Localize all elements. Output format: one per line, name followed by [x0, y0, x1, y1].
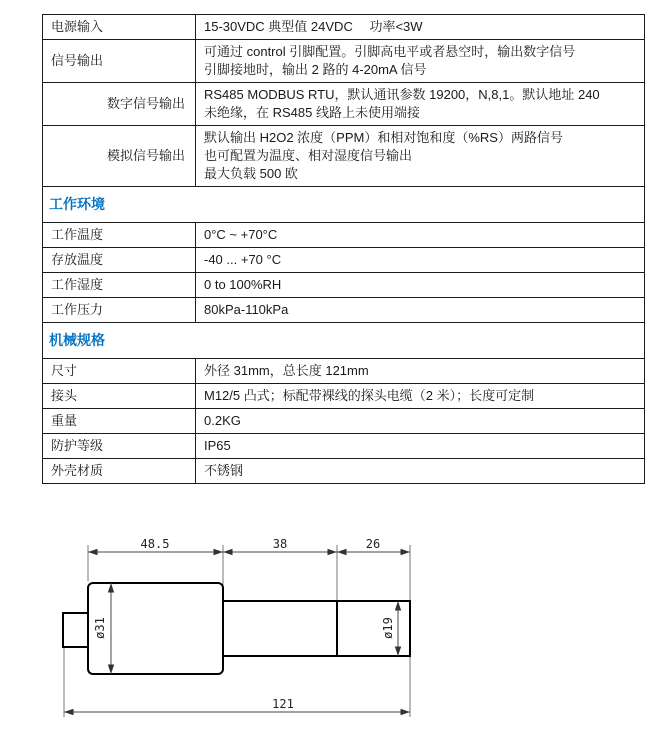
value-line: -40 ... +70 °C	[204, 252, 282, 267]
value-line: 引脚接地时，输出 2 路的 4-20mA 信号	[204, 62, 427, 77]
row-value-operating-humidity	[196, 273, 644, 297]
value-line: M12/5 凸式；标配带裸线的探头电缆（2 米）；长度可定制	[204, 388, 535, 403]
row-label-storage-temperature: 存放温度	[43, 248, 196, 272]
row-value-operating-pressure	[196, 298, 644, 322]
dimension-label-tip-diameter: ø19	[381, 617, 395, 639]
row-label-weight: 重量	[43, 409, 196, 433]
row-value-digital-signal-output	[196, 83, 644, 125]
value-line: IP65	[204, 438, 231, 453]
row-label-signal-output: 信号输出	[43, 40, 196, 82]
value-line: 最大负载 500 欧	[204, 166, 298, 181]
value-line: 也可配置为温度、相对湿度信号输出	[204, 148, 413, 163]
table-row	[43, 459, 644, 483]
row-value-signal-output	[196, 40, 644, 82]
value-line: RS485 MODBUS RTU，默认通讯参数 19200，N,8,1。默认地址 240	[204, 87, 600, 102]
row-label-dimensions: 尺寸	[43, 359, 196, 383]
row-value-connector	[196, 384, 644, 408]
dimension-label-tip-length: 26	[365, 537, 381, 551]
row-label-analog-signal-output: 模拟信号输出	[43, 126, 196, 186]
table-row	[43, 409, 644, 434]
row-label-operating-pressure: 工作压力	[43, 298, 196, 322]
value-line: 0 to 100%RH	[204, 277, 282, 292]
probe-outline	[63, 583, 410, 674]
table-row	[43, 15, 644, 40]
value-line: 未绝缘，在 RS485 线路上未使用端接	[204, 105, 420, 120]
dimension-label-body-length: 48.5	[140, 537, 170, 551]
row-label-connector: 接头	[43, 384, 196, 408]
value-line: 15-30VDC 典型值 24VDC 功率<3W	[204, 19, 423, 34]
table-row	[43, 40, 644, 83]
row-value-weight	[196, 409, 644, 433]
probe-main-body	[88, 583, 223, 674]
section-header-mechanical-spec: 机械规格	[43, 323, 644, 359]
row-label-power-input: 电源输入	[43, 15, 196, 39]
dimension-label-body-diameter: ø31	[93, 617, 107, 639]
table-row	[43, 384, 644, 409]
row-value-power-input	[196, 15, 644, 39]
value-line: 0°C ~ +70°C	[204, 227, 278, 242]
row-label-operating-temperature: 工作温度	[43, 223, 196, 247]
row-value-analog-signal-output	[196, 126, 644, 186]
table-row	[43, 83, 644, 126]
row-label-digital-signal-output: 数字信号输出	[43, 83, 196, 125]
table-row	[43, 126, 644, 187]
specification-table	[42, 14, 645, 484]
value-line: 可通过 control 引脚配置。引脚高电平或者悬空时，输出数字信号	[204, 44, 576, 59]
table-row	[43, 223, 644, 248]
dimension-label-neck-length: 38	[272, 537, 288, 551]
probe-cable-stub	[63, 613, 88, 647]
row-value-storage-temperature	[196, 248, 644, 272]
table-row	[43, 273, 644, 298]
row-label-protection-rating: 防护等级	[43, 434, 196, 458]
value-line: 0.2KG	[204, 413, 241, 428]
value-line: 不锈钢	[204, 463, 244, 478]
table-row	[43, 248, 644, 273]
value-line: 80kPa-110kPa	[204, 302, 289, 317]
table-row	[43, 298, 644, 323]
table-row	[43, 359, 644, 384]
row-value-dimensions	[196, 359, 644, 383]
section-header-operating-environment: 工作环境	[43, 187, 644, 223]
row-value-protection-rating	[196, 434, 644, 458]
row-label-operating-humidity: 工作湿度	[43, 273, 196, 297]
value-line: 外径 31mm，总长度 121mm	[204, 363, 369, 378]
row-value-housing-material	[196, 459, 644, 483]
row-label-housing-material: 外壳材质	[43, 459, 196, 483]
probe-dimension-drawing	[0, 530, 660, 735]
value-line: 默认输出 H2O2 浓度（PPM）和相对饱和度（%RS）两路信号	[204, 130, 563, 145]
row-value-operating-temperature	[196, 223, 644, 247]
table-row	[43, 434, 644, 459]
dimension-label-total-length: 121	[272, 697, 294, 711]
